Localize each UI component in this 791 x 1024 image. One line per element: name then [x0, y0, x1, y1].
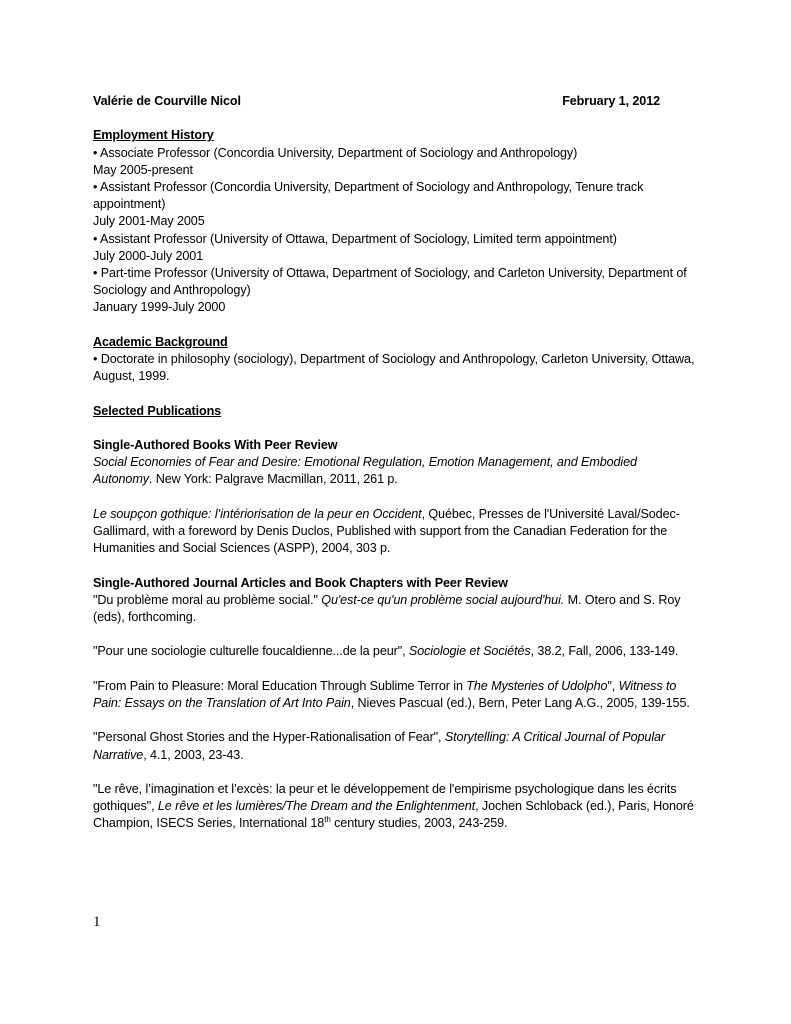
employment-entry-dates: May 2005-present: [93, 162, 193, 177]
academic-entry: • Doctorate in philosophy (sociology), Department of Sociology and Anthropology, Carleton University, Ottawa, August, 1999.: [93, 352, 695, 384]
article-title-text: "From Pain to Pleasure: Moral Education Through Sublime Terror in: [93, 678, 467, 693]
page-number: 1: [93, 914, 101, 930]
article-details: , 4.1, 2003, 23-43.: [143, 747, 244, 762]
employment-entry-line: • Part-time Professor (University of Ottawa, Department of Sociology, and Carleton University, Department of Sociology and Anthropology): [93, 266, 687, 298]
book-title: Le soupçon gothique: l’intériorisation de la peur en Occident: [93, 506, 422, 521]
article-title-text: "Du problème moral au problème social.": [93, 592, 322, 607]
employment-entry-line: • Assistant Professor (Concordia University, Department of Sociology and Anthropology, Tenure track appointment): [93, 180, 644, 212]
document-date: February 1, 2012: [562, 94, 660, 108]
article-source: Sociologie et Sociétés: [408, 644, 531, 659]
article-title-text: "Pour une sociologie culturelle foucaldienne...de la peur",: [93, 644, 409, 659]
books-heading: Single-Authored Books With Peer Review: [93, 438, 338, 452]
book-entry: [93, 454, 698, 488]
article-source: Le rêve et les lumières/The Dream and the Enlightenment: [157, 799, 476, 814]
article-details: , Jochen Schloback (ed.), Paris, Honoré Champion, ISECS Series, International 18: [93, 799, 694, 831]
publications-heading: Selected Publications: [93, 403, 222, 418]
article-entry: [93, 678, 698, 712]
header-row: [93, 93, 660, 110]
author-name: Valérie de Courville Nicol: [93, 94, 241, 108]
employment-entry-line: • Assistant Professor (University of Ottawa, Department of Sociology, Limited term appointment): [93, 231, 617, 246]
book-details: , Québec, Presses de l'Université Laval/Sodec-Gallimard, with a foreword by Denis Duclos, Published with support from the Canadian Federation for the Humanities and Social Sciences (ASPP), 2004, 303 p.: [93, 506, 680, 556]
employment-entry-dates: July 2000-July 2001: [93, 248, 204, 263]
employment-entry-dates: July 2001-May 2005: [93, 214, 205, 229]
article-title-text: "Personal Ghost Stories and the Hyper-Rationalisation of Fear",: [93, 730, 445, 745]
book-entry: [93, 506, 698, 558]
article-entry: [93, 643, 698, 660]
ordinal-suffix: th: [324, 815, 331, 825]
article-source: The Mysteries of Udolpho: [466, 678, 608, 693]
article-details: century studies, 2003, 243-259.: [330, 816, 508, 831]
articles-heading: Single-Authored Journal Articles and Book Chapters with Peer Review: [93, 575, 508, 590]
article-source: Storytelling: A Critical Journal of Popular Narrative: [93, 730, 666, 762]
article-source: Qu'est-ce qu'un problème social aujourd'hui.: [321, 592, 565, 607]
article-source: Witness to Pain: Essays on the Translation of Art Into Pain: [93, 678, 677, 710]
book-title: Social Economies of Fear and Desire: Emotional Regulation, Emotion Management, and Embodied Autonomy: [93, 455, 637, 487]
article-entry: [93, 592, 698, 626]
article-details: M. Otero and S. Roy (eds), forthcoming.: [93, 592, 681, 624]
employment-heading: Employment History: [93, 128, 214, 143]
article-entry: [93, 781, 698, 833]
employment-entry-dates: January 1999-July 2000: [93, 300, 226, 315]
employment-entry-line: • Associate Professor (Concordia University, Department of Sociology and Anthropology): [93, 145, 578, 160]
academic-heading: Academic Background: [93, 334, 228, 349]
article-entry: [93, 729, 698, 763]
article-separator: ",: [607, 678, 619, 693]
book-details: . New York: Palgrave Macmillan, 2011, 261 p.: [148, 472, 398, 487]
article-title-text: "Le rêve, l’imagination et l’excès: la peur et le développement de l'empirisme psychologique dans les écrits gothiques",: [93, 781, 677, 814]
document-body: [93, 93, 698, 833]
article-details: , 38.2, Fall, 2006, 133-149.: [530, 644, 679, 659]
article-details: , Nieves Pascual (ed.), Bern, Peter Lang A.G., 2005, 139-155.: [350, 695, 690, 710]
